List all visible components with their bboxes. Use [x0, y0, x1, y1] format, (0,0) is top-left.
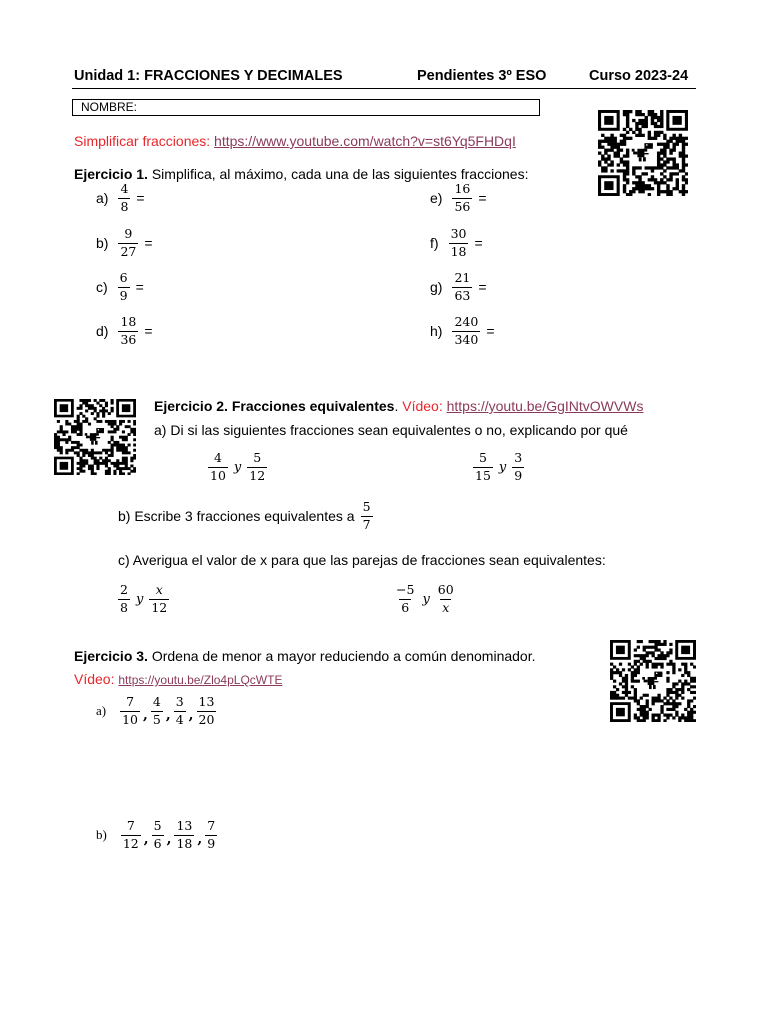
- numerator: 5: [478, 450, 487, 465]
- numerator: 3: [175, 694, 184, 709]
- fraction: [247, 452, 267, 482]
- name-label: NOMBRE:: [81, 100, 138, 114]
- denominator: 6: [401, 599, 410, 615]
- denominator: 12: [151, 599, 168, 615]
- numerator: 60: [437, 582, 454, 597]
- item-label: h): [430, 323, 443, 339]
- item-label: e): [430, 190, 443, 206]
- qr-code-icon: [610, 640, 696, 722]
- ex3-text: Ordena de menor a mayor reduciendo a común denominador.: [147, 648, 536, 664]
- equals-sign: =: [144, 323, 153, 339]
- numerator: 3: [514, 450, 523, 465]
- denominator: 20: [198, 711, 215, 727]
- fraction: [208, 452, 228, 482]
- numerator: 4: [213, 450, 222, 465]
- ex3-title: Ejercicio 3.: [74, 648, 148, 664]
- numerator: 30: [450, 226, 467, 241]
- ex1-heading: [74, 166, 528, 182]
- fraction: [152, 820, 164, 850]
- fraction: [118, 228, 138, 258]
- fraction: [512, 452, 524, 482]
- numerator: 2: [120, 582, 128, 597]
- denominator: 340: [454, 331, 479, 347]
- ex1-item-g: [430, 272, 487, 302]
- ex2-a-text: a) Di si las siguientes fracciones sean equivalentes o no, explicando por qué: [154, 422, 628, 438]
- dinosaur-icon: [632, 143, 653, 161]
- ex2-b-text: b) Escribe 3 fracciones equivalentes a: [118, 508, 355, 524]
- denominator: 27: [120, 243, 137, 259]
- fraction: [452, 272, 472, 302]
- conjunction: y: [498, 459, 507, 475]
- denominator: 12: [122, 835, 139, 851]
- equals-sign: =: [486, 323, 495, 339]
- ex1-item-e: [430, 183, 487, 213]
- equals-sign: =: [144, 235, 153, 251]
- ex3-a: [96, 696, 218, 726]
- ex2-b-line: [118, 501, 375, 531]
- fraction: [205, 820, 217, 850]
- unit-title: Unidad 1: FRACCIONES Y DECIMALES: [74, 68, 343, 84]
- equals-sign: =: [478, 190, 487, 206]
- ex1-item-f: [430, 228, 483, 258]
- numerator: x: [155, 582, 163, 597]
- fraction: [361, 501, 373, 531]
- comma: ,: [166, 831, 172, 847]
- ex2-title: Ejercicio 2. Fracciones equivalentes: [154, 398, 395, 414]
- ex2-c-pair-2: [392, 584, 458, 614]
- numerator: 4: [120, 181, 129, 196]
- ex3-b: [96, 820, 219, 850]
- dinosaur-icon: [85, 428, 104, 445]
- numerator: 7: [126, 818, 135, 833]
- numerator: −5: [396, 582, 415, 597]
- equals-sign: =: [135, 279, 144, 295]
- ex3-heading: [74, 648, 536, 664]
- item-label: g): [430, 279, 443, 295]
- fraction: [118, 316, 138, 346]
- numerator: 21: [454, 270, 471, 285]
- fraction: [174, 696, 186, 726]
- denominator: 9: [207, 835, 216, 851]
- equals-sign: =: [136, 190, 145, 206]
- intro-line: [74, 133, 516, 149]
- ex3-video-link[interactable]: https://youtu.be/Zlo4pLQcWTE: [118, 673, 283, 687]
- numerator: 16: [454, 181, 471, 196]
- item-label: a): [96, 190, 109, 206]
- fraction: [452, 316, 480, 346]
- fraction: [436, 584, 456, 614]
- item-label: a): [96, 703, 107, 718]
- fraction: [118, 272, 130, 302]
- course-label: Curso 2023-24: [589, 68, 689, 84]
- ex2-c-text: c) Averigua el valor de x para que las parejas de fracciones sean equivalentes:: [118, 552, 606, 568]
- item-label: f): [430, 235, 439, 251]
- equals-sign: =: [478, 279, 487, 295]
- ex2-a-pair-1: [206, 452, 269, 482]
- denominator: 8: [120, 599, 128, 615]
- denominator: 15: [475, 467, 491, 483]
- ex2-a-pair-2: [471, 452, 526, 482]
- denominator: 63: [454, 287, 471, 303]
- numerator: 7: [126, 694, 135, 709]
- denominator: 5: [152, 711, 161, 727]
- fraction: [121, 820, 141, 850]
- ex1-item-d: [96, 316, 153, 346]
- intro-link[interactable]: https://www.youtube.com/watch?v=st6Yq5FHDqI: [214, 133, 516, 149]
- ex2-video-label: Vídeo:: [402, 398, 447, 414]
- conjunction: y: [422, 591, 430, 607]
- qr-code-icon: [598, 110, 688, 196]
- denominator: 10: [122, 711, 139, 727]
- level-label: Pendientes 3º ESO: [417, 68, 547, 84]
- ex1-text: Simplifica, al máximo, cada una de las siguientes fracciones:: [147, 166, 529, 182]
- denominator: 6: [153, 835, 162, 851]
- qr-code-icon: [54, 399, 136, 475]
- denominator: x: [442, 599, 450, 615]
- numerator: 7: [207, 818, 216, 833]
- fraction: [120, 696, 140, 726]
- item-label: d): [96, 323, 109, 339]
- ex2-dot: .: [394, 398, 403, 414]
- fraction: [473, 452, 493, 482]
- equals-sign: =: [474, 235, 483, 251]
- denominator: 7: [362, 516, 371, 532]
- comma: ,: [143, 831, 149, 847]
- denominator: 9: [119, 287, 128, 303]
- fraction: [449, 228, 469, 258]
- numerator: 4: [152, 694, 161, 709]
- comma: ,: [143, 707, 148, 723]
- item-label: b): [96, 235, 109, 251]
- denominator: 12: [249, 467, 266, 483]
- numerator: 5: [153, 818, 162, 833]
- denominator: 4: [175, 711, 184, 727]
- ex2-c-pair-1: [116, 584, 171, 614]
- ex1-item-h: [430, 316, 495, 346]
- ex1-title: Ejercicio 1.: [74, 166, 148, 182]
- comma: ,: [165, 707, 171, 723]
- item-label: b): [96, 827, 107, 842]
- ex2-video-link[interactable]: https://youtu.be/GgINtvOWVWs: [446, 398, 644, 414]
- conjunction: y: [233, 459, 242, 475]
- name-field[interactable]: [72, 99, 540, 116]
- ex1-item-b: [96, 228, 153, 258]
- ex1-item-c: [96, 272, 144, 302]
- header-rule: [72, 88, 696, 89]
- numerator: 18: [120, 314, 137, 329]
- conjunction: y: [135, 591, 144, 607]
- numerator: 240: [454, 314, 479, 329]
- item-label: c): [96, 279, 108, 295]
- denominator: 9: [514, 467, 523, 483]
- fraction: [118, 183, 130, 213]
- comma: ,: [188, 707, 194, 723]
- denominator: 56: [454, 198, 471, 214]
- denominator: 10: [210, 467, 226, 483]
- numerator: 5: [253, 450, 262, 465]
- denominator: 18: [450, 243, 467, 259]
- denominator: 36: [120, 331, 137, 347]
- ex1-item-a: [96, 183, 145, 213]
- ex3-video-line: [74, 671, 282, 687]
- ex3-video-label: Vídeo:: [74, 671, 119, 687]
- intro-label: Simplificar fracciones:: [74, 133, 215, 149]
- numerator: 9: [124, 226, 133, 241]
- numerator: 6: [119, 270, 128, 285]
- fraction: [174, 820, 194, 850]
- fraction: [394, 584, 416, 614]
- fraction: [118, 584, 130, 614]
- numerator: 5: [362, 499, 371, 514]
- fraction: [452, 183, 472, 213]
- numerator: 13: [176, 818, 193, 833]
- denominator: 8: [120, 198, 129, 214]
- denominator: 18: [176, 835, 193, 851]
- fraction: [151, 696, 163, 726]
- fraction: [197, 696, 217, 726]
- ex2-heading: [154, 398, 643, 414]
- numerator: 13: [198, 694, 215, 709]
- dinosaur-icon: [642, 672, 662, 689]
- fraction: [149, 584, 169, 614]
- comma: ,: [197, 831, 203, 847]
